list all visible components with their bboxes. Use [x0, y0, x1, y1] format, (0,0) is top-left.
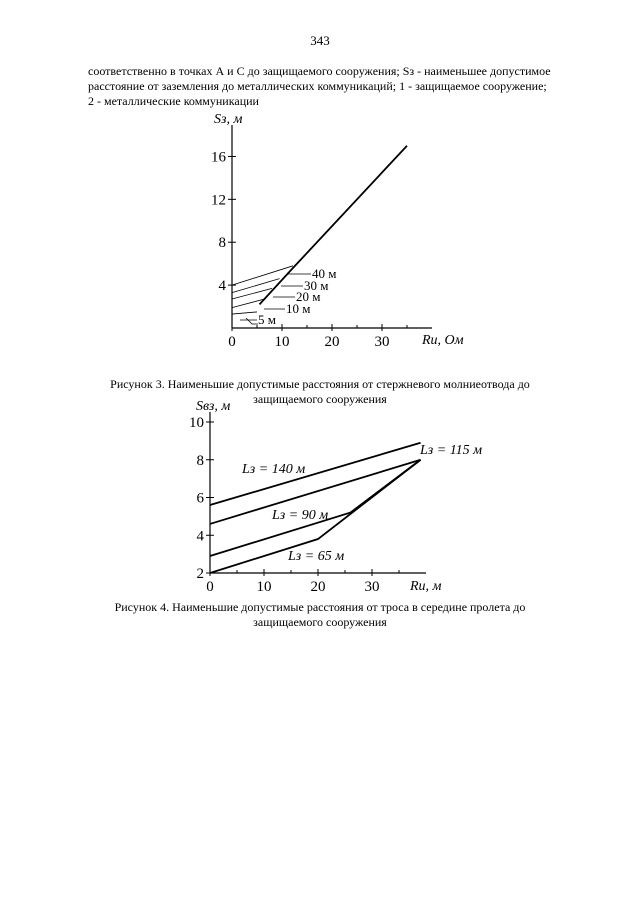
y-tick-label: 4	[218, 278, 226, 295]
series-annotation: Lз = 115 м	[420, 443, 483, 458]
x-axis-label: Rи, м	[410, 579, 442, 594]
figure-3-caption: Рисунок 3. Наименьшие допустимые расстояния от стержневого молниеотвода до защищаемого сооружения	[110, 377, 530, 406]
series-annotation: Lз = 90 м	[272, 508, 329, 523]
intro-line-2: расстояние от заземления до металлических коммуникаций; 1 - защищаемое сооружение;	[88, 79, 547, 93]
x-tick-label: 20	[310, 579, 326, 595]
x-tick-label: 20	[324, 334, 340, 350]
x-tick-label: 30	[364, 579, 380, 595]
y-tick-label: 2	[196, 566, 204, 582]
intro-line-3: 2 - металлические коммуникации	[88, 94, 259, 108]
annotation-label: 40 м	[312, 266, 337, 281]
annotation-label: 5 м	[258, 312, 276, 327]
y-tick-label: 8	[218, 235, 226, 252]
x-tick-label: 30	[374, 334, 390, 350]
series-annotation: Lз = 65 м	[288, 549, 345, 564]
y-axis-label: Sз, м	[214, 112, 243, 127]
y-axis-label: Sвз, м	[196, 399, 231, 414]
page-number: 343	[310, 33, 330, 48]
series-annotation: Lз = 140 м	[242, 462, 306, 477]
y-tick-label: 4	[196, 528, 204, 545]
x-tick-label: 0	[206, 579, 214, 595]
x-tick-label: 10	[256, 579, 272, 595]
x-tick-label: 0	[228, 334, 236, 350]
series-line-5	[232, 312, 257, 314]
y-tick-label: 6	[196, 490, 204, 507]
y-tick-label: 8	[196, 452, 204, 469]
x-tick-label: 10	[274, 334, 290, 350]
figure-4-caption: Рисунок 4. Наименьшие допустимые расстояния от троса в середине пролета до защищаемого сооружения	[114, 600, 526, 629]
annotation-label: 30 м	[304, 278, 329, 293]
annotation-label: 10 м	[286, 301, 311, 316]
leader-hook	[246, 318, 258, 324]
y-tick-label: 12	[211, 192, 226, 209]
y-tick-label: 10	[189, 415, 204, 431]
x-axis-label: Rи, Ом	[422, 333, 464, 348]
annotation-label: 20 м	[296, 289, 321, 304]
y-tick-label: 16	[211, 149, 226, 166]
intro-line-1: соответственно в точках А и С до защищаемого сооружения; Sз - наименьшее допустимое	[88, 64, 551, 78]
series-line-1	[232, 266, 293, 285]
